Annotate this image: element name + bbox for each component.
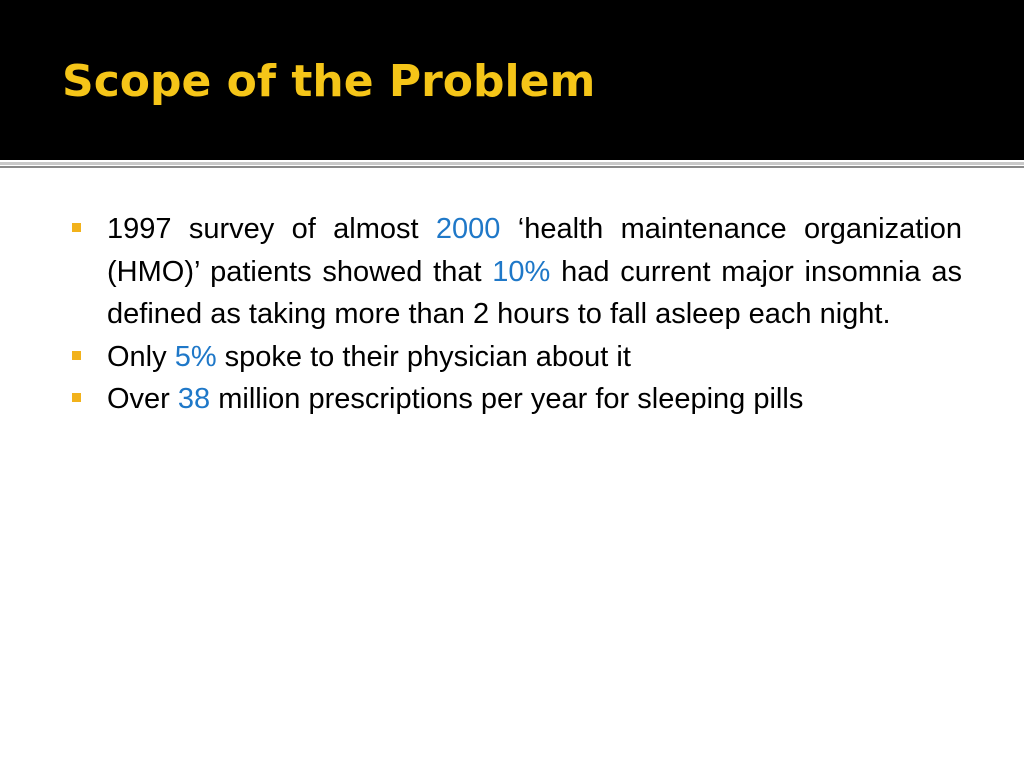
bullet-text <box>107 213 962 330</box>
bullet-item-hmo-survey <box>72 208 962 336</box>
title-divider-shadow <box>0 166 1024 168</box>
slide-title: Scope of the Problem <box>62 56 596 107</box>
text-segment: spoke to their physician about it <box>216 340 631 373</box>
text-segment: had current major insomnia as defined as taking more than 2 hours to fall asleep each night. <box>107 255 962 330</box>
bullet-text <box>107 341 631 373</box>
bullet-item-prescriptions <box>72 378 962 421</box>
text-segment: ‘health maintenance organization (HMO)’ patients showed that <box>107 213 962 288</box>
bullet-item-physician <box>72 336 962 379</box>
highlighted-number: 2000 <box>435 213 501 245</box>
square-bullet-icon <box>72 223 81 232</box>
highlighted-number: 38 <box>177 383 211 415</box>
text-segment: 1997 survey of almost <box>107 213 436 245</box>
bullet-list <box>72 208 962 421</box>
square-bullet-icon <box>72 351 81 360</box>
title-divider <box>0 162 1024 165</box>
text-segment: million prescriptions per year for sleeping pills <box>210 383 804 415</box>
text-segment: Only <box>107 340 175 373</box>
highlighted-number: 10% <box>492 255 551 288</box>
bullet-text <box>107 383 803 415</box>
highlighted-number: 5% <box>174 340 217 373</box>
text-segment: Over <box>107 383 178 415</box>
title-bar <box>0 0 1024 160</box>
square-bullet-icon <box>72 393 81 402</box>
